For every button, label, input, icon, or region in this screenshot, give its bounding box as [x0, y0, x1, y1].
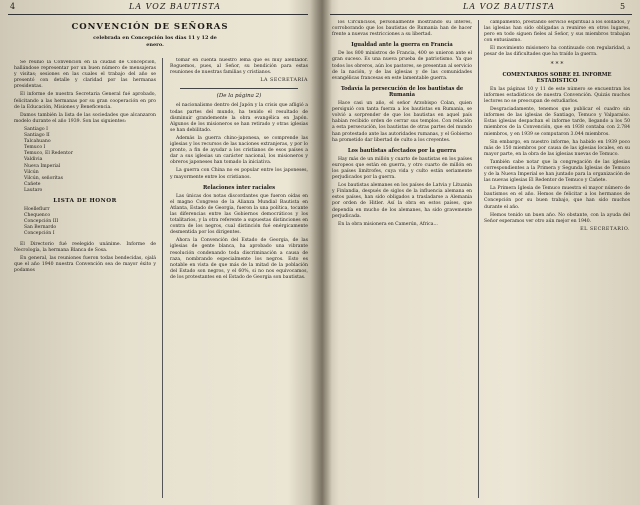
societies-list: [14, 127, 156, 194]
section-title-guerra: Los bautistas afectados por la guerra: [347, 147, 457, 154]
list-item: Nueva Imperial: [24, 163, 61, 169]
running-title-right: LA VOZ BAUTISTA: [463, 2, 555, 11]
honor-list-title: LISTA DE HONOR: [53, 197, 117, 204]
paragraph: Los bautistas alemanes en los países de Latvia y Lituania y Finlandia, después de siglos de la influencia alemana en estos países, han sido obligados a trasladarse a Alemania por orden de Hitler. Así la obra en estos países, que dependía en mucho de los alemanes, ha sido gravemente perjudicada.: [332, 183, 472, 219]
paragraph: De los 800 ministros de Francia, 400 se unieron ante el gran suceso. Es una nueva prueba de patriotismo. Ya que todos los obreros, aún los pastores, se presentan al servicio de la nación, y de las iglesias y de las comunidades evangélicas francesas en este lamentable guerra.: [332, 51, 472, 81]
list-item: Cañete: [24, 181, 41, 187]
section-title-francia: Igualdad ante la guerra en Francia: [351, 42, 453, 49]
list-item: Santiago II: [24, 133, 50, 139]
paragraph: Hemos tenido un buen año. No obstante, con la ayuda del Señor esperamos ver otro aún mejor en 1940.: [484, 212, 630, 224]
article-subtitle-convencion: celebrada en Concepción los días 11 y 12 de enero.: [93, 35, 217, 48]
signature-secretaria: LA SECRETARIA: [260, 78, 308, 84]
list-item: Hoelleflurr: [24, 207, 50, 213]
right-page-column-2: [484, 20, 630, 500]
list-item: Vilcún: [24, 169, 39, 175]
section-title-relaciones: Relaciones inter raciales: [202, 184, 276, 191]
paragraph: el nacionalismo dentro del Japón y la crisis que afligió a todas partes del mundo, ha tenido el resultado de disminuir grandemente la obra evangélica en Japón. Algunos de los misioneros se han retirado y otras iglesias se han debilitado.: [170, 103, 308, 133]
honor-list: [14, 207, 156, 237]
paragraph: los Circuncisos, personalmente mostrando su interés, corroborando que los bautistas de Rumania han de hacer frente a nuevas restricciones a su libertad.: [332, 20, 472, 38]
paragraph: La guerra con China no es popular entre los japoneses, y mayormente entre los cristianos.: [170, 168, 308, 180]
paragraph: Las únicas dos notas discordantes que fueron oídas en el magno Congreso de la Alianza Mundial Bautista en Atlanta, Estado de Georgia, fueron la una política, tocante las diferencias entre las Gobiernos democráticos y los totalitarios, y la otra referente a supuestas distinciones en contra de los negros, cual distinción fué enérgicamente desmentida por los dirigentes.: [170, 193, 308, 236]
header-rule-right: [330, 14, 632, 15]
paragraph: El informe de nuestra Secretaria General fué aprobado, felicitando a las hermanas por su gran cooperación en pro de la Educación, Misiones y Beneficencia.: [14, 92, 156, 110]
left-page: [0, 0, 318, 505]
paragraph: En la obra misionera en Camerún, Africa...: [338, 221, 438, 227]
paragraph: El Directorio fué reelegido unánime. Informe de Necrología, la hermana Blanca de Sosa.: [14, 241, 156, 253]
page-number-right: 5: [620, 2, 627, 11]
continued-label: (De la página 2): [216, 93, 262, 100]
left-page-column-1: [14, 60, 156, 500]
paragraph: En general, las reuniones fueron todas bendecidas, ojalá que el año 1940 nuestra Convención sea de mayor éxito y podamos: [14, 255, 156, 273]
paragraph: Damos también la lista de las sociedades que alcanzaron modelo durante el año 1939. Son las siguientes:: [14, 112, 156, 124]
header-rule-left: [8, 14, 308, 15]
list-item: Talcahuano: [24, 139, 51, 145]
list-item: Santiago I: [24, 126, 48, 132]
column-divider: [162, 58, 163, 498]
paragraph: En las páginas 10 y 11 de este número se encuentran los informes estadísticos de nuestra Convención. Quizás muchos lectores no se preocupan de estudiarlos.: [484, 86, 630, 105]
list-item: Concepción I: [24, 231, 55, 237]
list-item: Temuco, El Redentor: [24, 151, 73, 157]
paragraph: tomar en cuenta nuestro lema que es muy alentador. Roguemos, pues, al Señor, su bendición para estas reuniones de nuestras familias y cristianos.: [170, 58, 308, 76]
page-number-left: 4: [10, 2, 17, 11]
right-page: [324, 0, 640, 505]
paragraph: Además la guerra chino-japonesa, se comprende las iglesias y los recursos de las naciones extranjeras, y por lo pronto, a fin de ayudar a los cristianos de esos países a dar a sus iglesias un carácter nacional, los misioneros y obreros japoneses han tomado la iniciativa.: [170, 135, 308, 166]
signature-secretario: EL SECRETARIO.: [580, 226, 630, 232]
list-item: Vilcún, señoritas: [24, 175, 63, 181]
section-title-rumania: Todavía la persecución de los bautistas de Rumania: [340, 85, 464, 98]
list-item: Temuco I: [24, 145, 46, 151]
section-title-comentarios: COMENTARIOS SOBRE EL INFORME ESTADISTICO: [502, 71, 612, 84]
running-title-left: LA VOZ BAUTISTA: [129, 2, 221, 11]
article-separator: [180, 88, 298, 89]
paragraph: El movimiento misionero ha continuado con regularidad, a pesar de las dificultades que ha traído la guerra.: [484, 46, 630, 58]
paragraph: Sin embargo, en nuestro informe, ha habido en 1939 poco más de 150 miembros por causa de las iglesias locales, en su mayor parte, en la obra de las iglesias nuevas de Temuco.: [484, 139, 630, 157]
list-item: Concepción III: [24, 219, 59, 225]
paragraph: Ahora la Convención del Estado de Georgia, de las iglesias de gente blanca, ha aprobado una vibrante resolución condenando toda discriminación a causa de raza, nombrando especialmente los negros. Esto es notable en vista de que más de la mitad de la población del Estado son negros, y el 60%, si no nos equivocamos, de los protestantes en el Estado de Georgia son bautistas.: [170, 238, 308, 280]
stars-separator: * * *: [550, 60, 564, 68]
paragraph: Desgraciadamente, tenemos que publicar el cuadro sin informes de las iglesias de Santiago, Temuco y Valparaíso. Estas iglesias despachan el informe tarde, llegando a los 50 miembros de la Convención, que en 1938 contaba con 2.784 miembros, y en 1939 se computaron 3.044 miembros.: [484, 107, 630, 137]
left-page-column-2: [170, 58, 308, 500]
list-item: Chequenco: [24, 213, 51, 219]
list-item: San Bernardo: [24, 225, 57, 231]
paragraph: La Primera Iglesia de Temuco muestra el mayor número de bautismos en el año. Hemos de felicitar a los hermanos de Concepción por su buen trabajo, que han sido muchos durante el año.: [484, 186, 630, 210]
right-page-column-1: [332, 20, 472, 500]
paragraph: Hace casi un año, el señor Arzobispo Colan, quien persiguió con tanta fuerza a los bautistas en Rumania, se volvió a sorprender de que los bautistas en aquel país habían recibido orden de cerrar sus templos. Con relación a esta persecución, los bautistas de otras partes del mundo han protestado ante las autoridades rumanas, y el Gobierno ha prometido dar libertad de culto a los creyentes.: [332, 101, 472, 143]
column-divider: [478, 20, 479, 498]
paragraph: Se reunió la Convención en la ciudad de Concepción, hallándose representar por un buen número de mensajeras y visitas; sesiones en las cuales el trabajo del año se presentó con detalle y claridad por las hermanas presidentas.: [14, 60, 156, 90]
list-item: Valdivia: [24, 157, 43, 163]
paragraph: Hay más de un millón y cuarto de bautistas en los países europeos que están en guerra, y otro cuarto de millón en los países limítrofes, cuya vida y culto están seriamente perjudicados por la guerra.: [332, 156, 472, 181]
paragraph: También cabe notar que la congregación de las iglesias correspondientes a la Primera y Segunda Iglesias de Temuco y de la Nueva Imperial se han juntado para la organización de las nuevas iglesias El Redentor de Temuco y Cañete.: [484, 159, 630, 184]
list-item: Lautaro: [24, 187, 43, 193]
article-title-convencion: CONVENCIÓN DE SEÑORAS: [71, 22, 229, 32]
paragraph: campamento, prestando servicio espiritual a los soldados, y las iglesias han sido obligadas a reunirse en otros lugares, pero en todo siguen fieles al Señor, y sus miembros trabajan con entusiasmo.: [484, 20, 630, 44]
